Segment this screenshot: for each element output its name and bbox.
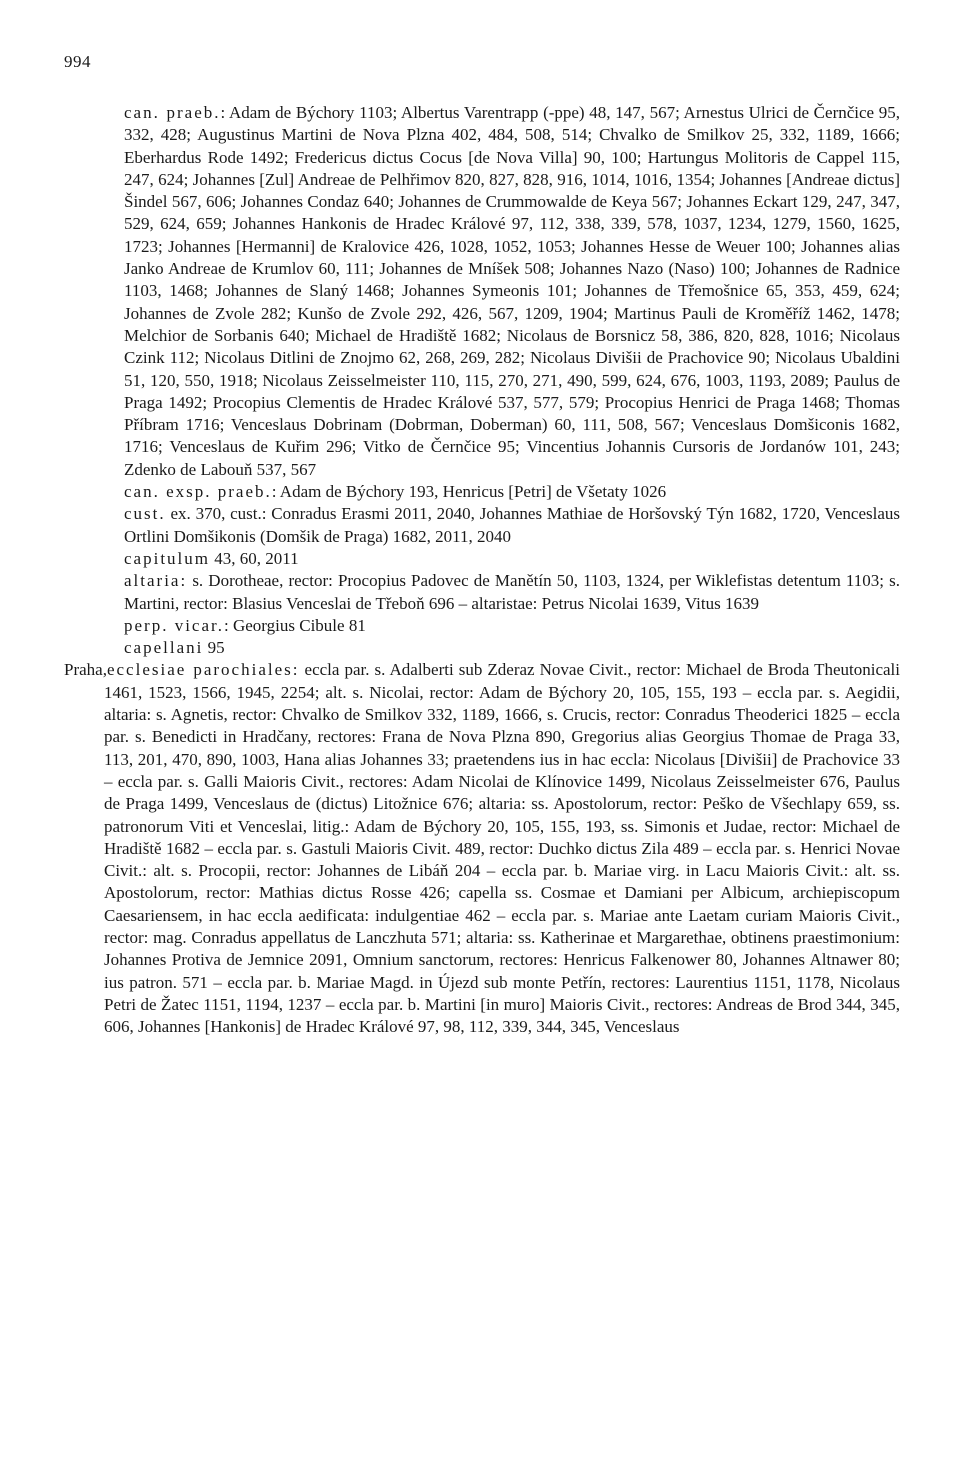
sub-entry-cust — [64, 503, 900, 548]
sub-entry-can-exsp-praeb — [64, 481, 900, 503]
entry-label: altaria: — [124, 571, 188, 591]
sub-entry-capitulum — [64, 548, 900, 570]
entry-label: cust. — [124, 504, 166, 524]
sub-entry-capellani — [64, 637, 900, 659]
main-entry-praha — [64, 659, 900, 1038]
entry-label: capitulum — [124, 548, 210, 568]
sub-entry-altaria — [64, 570, 900, 615]
entry-label: can. exsp. praeb. — [124, 482, 272, 502]
entry-label: capellani — [124, 638, 204, 658]
entry-label: ecclesiae parochiales: — [106, 660, 300, 680]
entry-label: can. praeb. — [124, 103, 221, 122]
entry-text: 95 — [203, 638, 225, 658]
entry-text: : Adam de Býchory 193, Henricus [Petri] de Všetaty 1026 — [271, 482, 667, 502]
entry-text: s. Dorotheae, rector: Procopius Padovec de Manětín 50, 1103, 1324, per Wiklefistas detentum 1103; s. Martini, rector: Blasius Venceslai de Třeboň 696 – altaristae: Petrus Nicolai 1639, Vitus 1639 — [124, 571, 900, 613]
entry-text: 43, 60, 2011 — [209, 548, 299, 568]
entry-text: eccla par. s. Adalberti sub Zderaz Novae Civit., rector: Michael de Broda Theutonicali 1461, 1523, 1566, 1945, 2254; alt. s. Nicolai, rector: Adam de Býchory 20, 105, 155, 193 – eccla par. s. Aegidii, altaria: s. Agnetis, rector: Chvalko de Smilkov 332, 1189, 1666, s. Crucis, rector: Conradus Theoderici 1825 – eccla par. s. Benedicti in Hradčany, rectores: Frana de Nova Plzna 890, Gregorius alias Georgius Thomae de Praga 33, 113, 201, 470, 890, 1003, Hana alias Johannes 33; praetendens ius in hac eccla: Nicolaus [Divišii] de Prachovice 33 – eccla par. s. Galli Maioris Civit., rectores: Adam Nicolai de Klínovice 1499, Nicolaus Zeisselmeister 676, Paulus de Praga 1499, Venceslaus de (dictus) Litožnice 676; altaria: ss. Apostolorum, rector: Peško de Všechlapy 659, ss. patronorum Viti et Venceslai, litig.: Adam de Býchory 20, 105, 155, 193, ss. Simonis et Judae, rector: Michael de Hradiště 1682 – eccla par. s. Gastuli Maioris Civit. 489, rector: Duchko dictus Zila 489 – eccla par. s. Henrici Novae Civit.: alt. s. Procopii, rector: Johannes de Libáň 204 – eccla par. b. Mariae virg. in Lacu Maioris Civit.: alt. ss. Apostolorum, rector: Mathias dictus Rosse 426; capella ss. Cosmae et Damiani per Albicum, archiepiscopum Caesariensem, in hac eccla aedificata: indulgentiae 462 – eccla par. s. Mariae ante Laetam curiam Maioris Civit., rector: mag. Conradus appellatus de Lanczhuta 571; altaria: ss. Katherinae et Margarethae, obtinens praestimonium: Johannes Protiva de Jemnice 2091, Omnium sanctorum, rectores: Henricus Falkenower 80, Johannes Altnawer 80; ius patron. 571 – eccla par. b. Mariae Magd. in Újezd sub monte Petřín, rectores: Laurentius 1151, 1178, Nicolaus Petri de Žatec 1151, 1194, 1237 – eccla par. b. Martini [in muro] Maioris Civit., rectores: Andreas de Brod 344, 345, 606, Johannes [Hankonis] de Hradec Králové 97, 98, 112, 339, 344, 345, Venceslaus — [104, 660, 900, 1037]
page-number: 994 — [64, 52, 91, 71]
sub-entry-perp-vicar — [64, 615, 900, 637]
entry-text: : Georgius Cibule 81 — [224, 615, 366, 635]
entry-text: ex. 370, cust.: Conradus Erasmi 2011, 2040, Johannes Mathiae de Horšovský Týn 1682, 1720, Venceslaus Ortlini Domšikonis (Domšik de Praga) 1682, 2011, 2040 — [124, 504, 900, 546]
entry-headword: Praha, — [64, 660, 107, 680]
entry-text: : Adam de Býchory 1103; Albertus Varentrapp (-ppe) 48, 147, 567; Arnestus Ulrici de Černčice 95, 332, 428; Augustinus Martini de Nova Plzna 402, 484, 508, 514; Chvalko de Smilkov 25, 332, 1189, 1666; Eberhardus Rode 1492; Fredericus dictus Cocus [de Nova Villa] 90, 100; Hartungus Molitoris de Cappel 115, 247, 624; Johannes [Zul] Andreae de Pelhřimov 820, 827, 828, 916, 1014, 1016, 1354; Johannes [Andreae dictus] Šindel 567, 606; Johannes Condaz 640; Johannes de Crummowalde de Keya 567; Johannes Eckart 129, 247, 347, 529, 624, 659; Johannes Hankonis de Hradec Králové 97, 112, 338, 339, 578, 1037, 1234, 1279, 1560, 1625, 1723; Johannes [Hermanni] de Kralovice 426, 1028, 1052, 1053; Johannes Hesse de Weuer 100; Johannes alias Janko Andreae de Krumlov 60, 111; Johannes de Mníšek 508; Johannes Nazo (Naso) 100; Johannes de Radnice 1103, 1468; Johannes de Slaný 1468; Johannes Symeonis 101; Johannes de Třemošnice 65, 353, 459, 624; Johannes de Zvole 282; Kunšo de Zvole 292, 426, 567, 1209, 1904; Martinus Pauli de Kroměříž 1462, 1478; Melchior de Sorbanis 640; Michael de Hradiště 1682; Nicolaus de Borsnicz 58, 386, 820, 828, 1016; Nicolaus Czink 112; Nicolaus Ditlini de Znojmo 62, 268, 269, 282; Nicolaus Divišii de Prachovice 90; Nicolaus Ubaldini 51, 120, 550, 1918; Nicolaus Zeisselmeister 110, 115, 270, 271, 490, 599, 624, 676, 1003, 1193, 2089; Paulus de Praga 1492; Procopius Clementis de Hradec Králové 537, 577, 579; Procopius Henrici de Praga 1468; Thomas Příbram 1716; Venceslaus Dobrinam (Dobrman, Doberman) 60, 111, 508, 567; Venceslaus Domšiconis 1682, 1716; Venceslaus de Kuřim 296; Vitko de Černčice 95; Vincentius Johannis Cursoris de Jordanów 101, 243; Zdenko de Labouň 537, 567 — [124, 103, 900, 479]
entry-label: perp. vicar. — [124, 615, 224, 635]
sub-entry-can-praeb — [64, 102, 900, 481]
index-entries — [64, 102, 900, 1038]
